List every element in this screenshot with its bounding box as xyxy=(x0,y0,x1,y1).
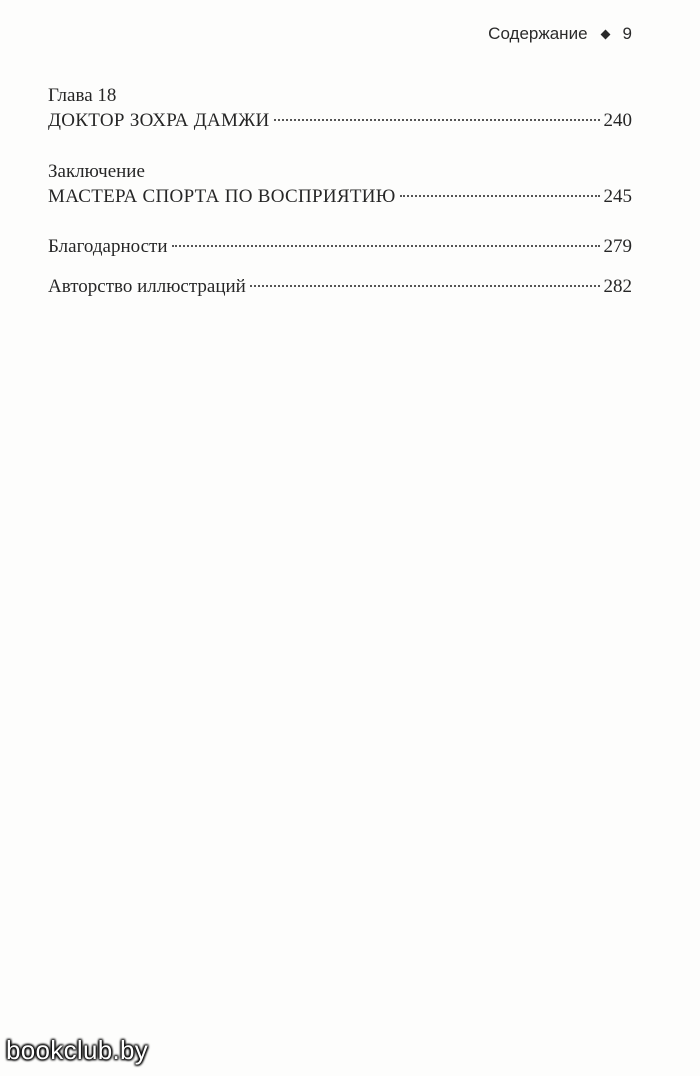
toc-entry-chapter-18 xyxy=(48,108,632,134)
toc-entry-illustration-credits xyxy=(48,274,632,300)
running-head-section: Содержание xyxy=(488,24,588,43)
toc-entry-page: 279 xyxy=(603,236,632,257)
toc-entry-conclusion xyxy=(48,184,632,210)
page-number: 9 xyxy=(622,24,632,43)
toc-entry-page: 240 xyxy=(603,110,632,131)
toc-entry-title: Благодарности xyxy=(48,236,168,257)
table-of-contents xyxy=(48,84,632,300)
toc-entry-page: 245 xyxy=(603,186,632,207)
toc-entry-title: МАСТЕРА СПОРТА ПО ВОСПРИЯТИЮ xyxy=(48,186,396,207)
diamond-separator-icon xyxy=(600,29,610,39)
watermark: bookclub.by xyxy=(6,1035,149,1065)
toc-entry-acknowledgements xyxy=(48,234,632,260)
conclusion-label: Заключение xyxy=(48,161,145,182)
toc-entry-title: Авторство иллюстраций xyxy=(48,276,246,297)
dot-leader xyxy=(400,195,600,197)
toc-entry-page: 282 xyxy=(603,276,632,297)
chapter-18-label: Глава 18 xyxy=(48,85,117,106)
dot-leader xyxy=(172,245,600,247)
toc-entry-title: ДОКТОР ЗОХРА ДАМЖИ xyxy=(48,110,270,131)
dot-leader xyxy=(250,285,600,287)
dot-leader xyxy=(274,119,600,121)
running-head xyxy=(488,24,632,44)
